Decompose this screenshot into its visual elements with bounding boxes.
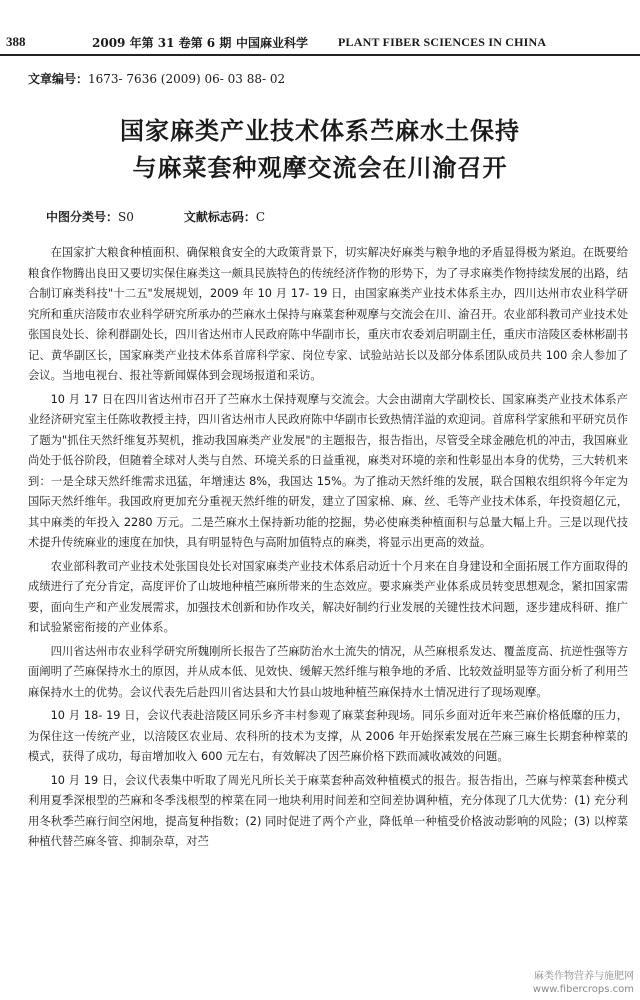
body-paragraph: 10 月 17 日在四川省达州市召开了苎麻水土保持观摩与交流会。大会由湖南大学副校长、国家麻类产业技术体系产业经济研究室主任陈收教授主持，四川省达州市人民政府陈中华副市长致热情洋溢的欢迎词。首席科学家熊和平研究员作了题为"抓住天然纤维复苏契机，推动我国麻类产业发展"的主题报告，报告指出，尽管受全球金融危机的冲击，我国麻业尚处于低谷阶段，但随着全球对人类与自然、环境关系的日益重视，麻类对环境的亲和性彰显出本身的优势，三大转机来到：一是全球天然纤维需求迅猛，年增速达 8%，我国达 15%。为了推动天然纤维的发展，联合国粮农组织将今年定为国际天然纤维年。我国政府更加充分重视天然纤维的研发，建立了国家棉、麻、丝、毛等产业技术体系，年投资超亿元，其中麻类的年投入 2280 万元。二是苎麻水土保持新功能的挖掘，势必使麻类种植面积与总量大幅上升。三是以现代技术提升传统麻业的速度在加快，具有明显特色与高附加值特点的麻类，将显示出更高的效益。 xyxy=(28,392,628,549)
title-line-2: 与麻菜套种观摩交流会在川渝召开 xyxy=(132,154,508,182)
classification-line xyxy=(46,208,265,225)
body-paragraph: 10 月 19 日，会议代表集中听取了周光凡所长关于麻菜套种高效种植模式的报告。报告指出，苎麻与榨菜套种模式利用夏季深根型的苎麻和冬季浅根型的榨菜在同一地块利用时间差和空间差协调种植，充分体现了几大优势：(1) 充分利用冬秋季苎麻行间空闲地，提高复种指数；(2) 同时促进了两个产业，降低单一种植受价格波动影响的风险；(3) 以榨菜种植代替苎麻冬管、抑制杂草，对苎 xyxy=(28,773,628,848)
article-body xyxy=(28,243,628,856)
body-paragraph: 在国家扩大粮食种植面积、确保粮食安全的大政策背景下，切实解决好麻类与粮争地的矛盾显得极为紧迫。在既要给粮食作物腾出良田又要切实保住麻类这一颇具民族特色的传统经济作物的形势下，为了寻求麻类作物持续发展的出路，结合制订麻类科技"十二五"发展规划，2009 年 10 月 17- 19 日，由国家麻类产业技术体系主办，四川达州市农业科学研究所和重庆涪陵市农业科学研究所承办的苎麻水土保持与麻菜套种观摩与交流会在川、渝召开。农业部科教司产业技术处张国良处长、徐利群副处长，四川省达州市人民政府陈中华副市长，重庆市农委刘启明副主任，重庆市涪陵区委林彬副书记、黄华副区长，国家麻类产业技术体系首席科学家、岗位专家、试验站站长以及部分体系团队成员共 100 余人参加了会议。当地电视台、报社等新闻媒体到会现场报道和采访。 xyxy=(28,246,628,382)
article-number xyxy=(28,70,285,87)
page-number: 388 xyxy=(6,34,26,49)
watermark-line-1: 麻类作物营养与施肥网 xyxy=(534,971,634,982)
running-header xyxy=(0,30,640,52)
doc-code-label: 文献标志码： xyxy=(183,210,256,224)
journal-name-en: PLANT FIBER SCIENCES IN CHINA xyxy=(338,35,547,49)
article-title xyxy=(0,113,640,187)
watermark-line-2: www.fibercrops.com xyxy=(532,984,634,995)
header-rule xyxy=(0,54,640,56)
doc-code-value: C xyxy=(255,210,266,224)
site-watermark xyxy=(533,970,634,996)
journal-name-cn: 中国麻业科学 xyxy=(236,36,309,50)
issue-info: 2009 年第 31 卷第 6 期 xyxy=(92,36,232,50)
body-paragraph: 10 月 18- 19 日，会议代表赴涪陵区同乐乡齐丰村参观了麻菜套种现场。同乐乡面对近年来苎麻价格低靡的压力，为保住这一传统产业，以涪陵区农业局、农科所的技术为支撑，从 2006 年开始探索发展在苎麻三麻生长期套种榨菜的模式，获得了成功，每亩增加收入 600 元左右，有效解决了因苎麻价格下跌而减收减效的问题。 xyxy=(28,709,628,763)
clc-label: 中图分类号： xyxy=(46,210,119,224)
article-number-label: 文章编号： xyxy=(28,72,89,86)
body-paragraph: 四川省达州市农业科学研究所魏刚所长报告了苎麻防治水土流失的情况，从苎麻根系发达、覆盖度高、抗逆性强等方面阐明了苎麻保持水土的原因，并从成本低、见效快、缓解天然纤维与粮争地的矛盾、比较效益明显等方面分析了利用苎麻保持水土的优势。会议代表先后赴四川省达县和大竹县山坡地种植苎麻保持水土情况进行了现场观摩。 xyxy=(28,644,628,699)
clc-value: S0 xyxy=(118,210,134,224)
article-number-value: 1673- 7636 (2009) 06- 03 88- 02 xyxy=(88,72,286,86)
body-paragraph: 农业部科教司产业技术处张国良处长对国家麻类产业技术体系启动近十个月来在自身建设和全面拓展工作方面取得的成绩进行了充分肯定，高度评价了山坡地种植苎麻所带来的生态效应。要求麻类产业体系成员转变思想观念，紧扣国家需要，面向生产和产业发展需求，加强技术创新和协作攻关，解决好制约行业发展的关键性技术问题，逐步建成科研、推广和试验紧密衔接的产业体系。 xyxy=(28,559,628,634)
title-line-1: 国家麻类产业技术体系苎麻水土保持 xyxy=(120,117,520,145)
